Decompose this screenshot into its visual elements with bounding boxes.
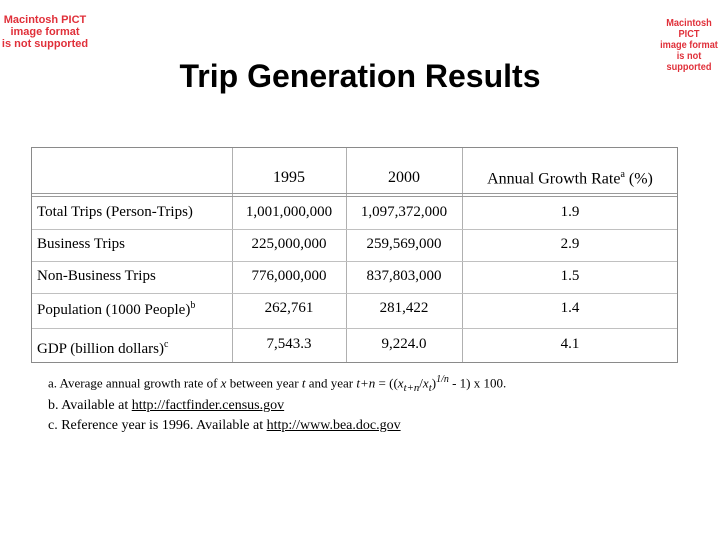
pict-placeholder-left: [0, 14, 90, 50]
results-table: [31, 147, 678, 363]
row-label: [37, 339, 168, 358]
bea-link[interactable]: http://www.bea.doc.gov: [266, 417, 401, 433]
placeholder-line: image format: [10, 26, 80, 38]
cell-2000: 9,224.0: [381, 336, 427, 352]
cell-1995: 262,761: [264, 300, 314, 316]
row-divider: [32, 328, 677, 329]
census-link[interactable]: http://factfinder.census.gov: [131, 397, 285, 413]
header-2000: 2000: [388, 169, 420, 186]
note-var: t+n: [356, 375, 376, 391]
note-text: b. Available at: [48, 397, 132, 413]
footnote-b: [48, 398, 506, 414]
cell-2000: 1,097,372,000: [360, 204, 448, 220]
cell-growth: 1.5: [560, 268, 580, 284]
note-text: c. Reference year is 1996. Available at: [48, 417, 267, 433]
cell-1995: 225,000,000: [251, 236, 327, 252]
placeholder-line: is not supported: [1, 38, 89, 50]
placeholder-line: image format: [660, 40, 718, 51]
cell-1995: 7,543.3: [266, 336, 312, 352]
growth-header-unit: (%): [624, 170, 653, 188]
placeholder-line: Macintosh PICT: [666, 18, 712, 40]
note-text: - 1) x 100.: [448, 375, 507, 391]
row-divider: [32, 261, 677, 262]
footnote-marker: b: [190, 300, 196, 311]
note-text: and year: [305, 375, 357, 391]
note-text: = ((: [375, 375, 398, 391]
cell-growth: 1.4: [560, 300, 580, 316]
cell-growth: 4.1: [560, 336, 580, 352]
header-1995: 1995: [273, 169, 305, 186]
note-var: t: [301, 375, 306, 391]
row-label: Business Trips: [37, 236, 125, 252]
footnote-a: [48, 374, 506, 394]
footnote-c: [48, 418, 506, 434]
growth-header-footnote: a: [620, 169, 625, 180]
growth-header-text: Annual Growth Rate: [487, 170, 621, 188]
slide-title: Trip Generation Results: [179, 58, 541, 94]
note-subscript: t: [428, 381, 432, 394]
note-text: a. Average annual growth rate of: [48, 375, 221, 391]
note-var: x: [220, 375, 227, 391]
header-divider: [32, 193, 677, 197]
row-label: [37, 300, 195, 319]
row-label: Total Trips (Person-Trips): [37, 204, 193, 220]
cell-growth: 2.9: [560, 236, 580, 252]
header-growth-rate: [462, 169, 678, 188]
note-subscript: t+n: [403, 381, 420, 394]
note-text: /: [419, 375, 423, 391]
note-var: x: [397, 375, 404, 391]
placeholder-line: Macintosh PICT: [3, 14, 87, 26]
note-text: ): [431, 375, 437, 391]
row-divider: [32, 229, 677, 230]
cell-2000: 281,422: [379, 300, 429, 316]
row-divider: [32, 293, 677, 294]
note-exponent: 1/n: [436, 374, 449, 385]
row-label-text: GDP (billion dollars): [37, 341, 164, 357]
placeholder-line: is not supported: [666, 51, 712, 73]
row-label-text: Population (1000 People): [37, 302, 191, 318]
cell-2000: 259,569,000: [366, 236, 442, 252]
note-text: between year: [226, 375, 302, 391]
cell-growth: 1.9: [560, 204, 580, 220]
cell-1995: 1,001,000,000: [245, 204, 333, 220]
note-var: x: [422, 375, 429, 391]
footnotes: [48, 374, 506, 438]
cell-2000: 837,803,000: [366, 268, 442, 284]
row-label: Non-Business Trips: [37, 268, 156, 284]
cell-1995: 776,000,000: [251, 268, 327, 284]
footnote-marker: c: [163, 339, 169, 350]
